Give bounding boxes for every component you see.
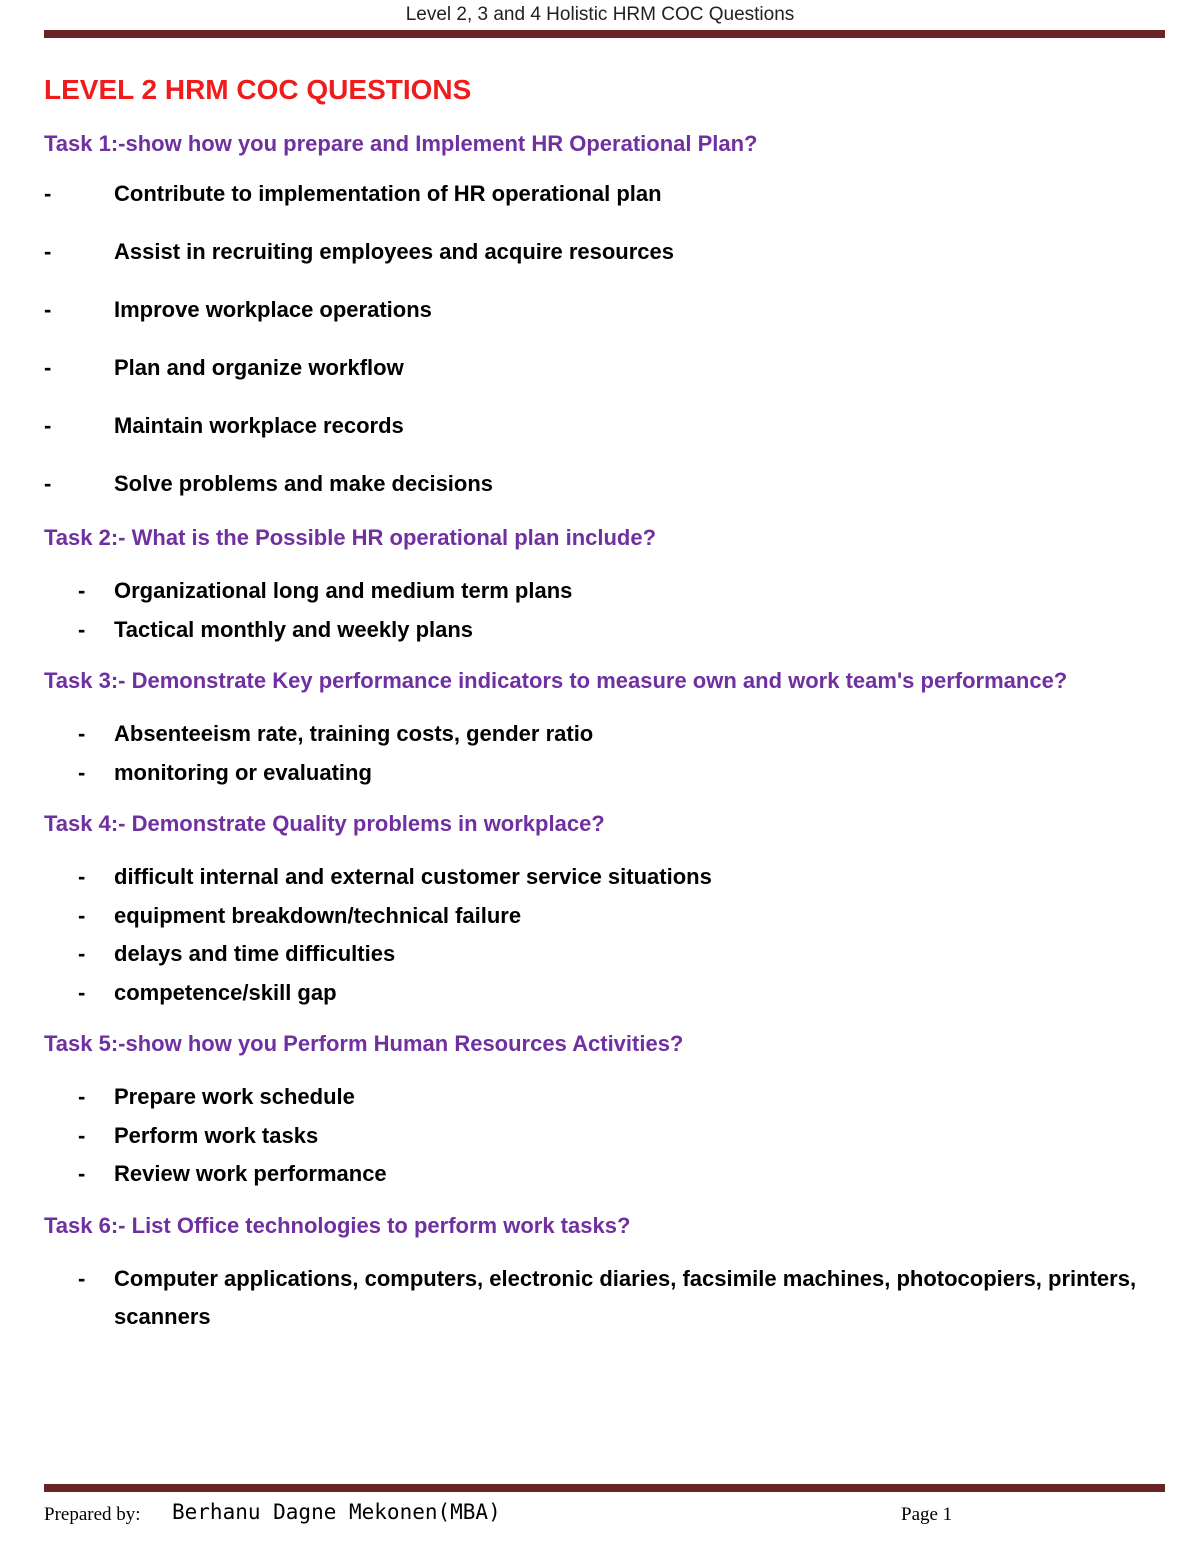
list-item: - competence/skill gap — [78, 979, 337, 1005]
author-name: Berhanu Dagne Mekonen(MBA) — [172, 1500, 501, 1524]
page-title: LEVEL 2 HRM COC QUESTIONS — [44, 74, 472, 105]
list-item: - Solve problems and make decisions — [44, 471, 494, 496]
footer-rule — [44, 1484, 1165, 1492]
task-1-list — [44, 176, 1174, 506]
header-rule — [44, 30, 1165, 38]
list-item: - Computer applications, computers, electronic diaries, facsimile machines, photocopiers, printers, scanners — [78, 1265, 1137, 1329]
list-item: - Review work performance — [78, 1161, 387, 1186]
list-item: - Improve workplace operations — [44, 297, 432, 322]
list-item: - monitoring or evaluating — [78, 759, 372, 785]
task-2-list — [44, 572, 1174, 649]
task-3-question: Task 3:- Demonstrate Key performance indicators to measure own and work team's performance? — [44, 668, 1068, 693]
task-1-question: Task 1:-show how you prepare and Implement HR Operational Plan? — [44, 131, 758, 156]
task-6-list — [44, 1260, 1174, 1336]
list-item: - Maintain workplace records — [44, 413, 404, 438]
task-3-list — [44, 715, 1174, 792]
list-item: - Absenteeism rate, training costs, gender ratio — [78, 721, 594, 746]
page-number: Page 1 — [901, 1504, 953, 1525]
list-item: - Assist in recruiting employees and acquire resources — [44, 239, 674, 264]
task-4-question: Task 4:- Demonstrate Quality problems in workplace? — [44, 811, 605, 836]
list-item: - equipment breakdown/technical failure — [78, 902, 522, 928]
list-item: - Organizational long and medium term plans — [78, 578, 573, 603]
task-4-list — [44, 858, 1174, 1012]
list-item: - difficult internal and external customer service situations — [78, 864, 712, 889]
list-item: - Prepare work schedule — [78, 1084, 355, 1109]
page-footer — [44, 1498, 1165, 1534]
task-5-list — [44, 1078, 1174, 1194]
prepared-by-label: Prepared by: — [44, 1504, 141, 1525]
task-5-question: Task 5:-show how you Perform Human Resources Activities? — [44, 1031, 684, 1056]
list-item: - delays and time difficulties — [78, 941, 396, 966]
task-2-question: Task 2:- What is the Possible HR operational plan include? — [44, 525, 657, 550]
task-6-question: Task 6:- List Office technologies to perform work tasks? — [44, 1212, 631, 1238]
list-item: - Perform work tasks — [78, 1122, 319, 1148]
list-item: - Contribute to implementation of HR operational plan — [44, 181, 662, 206]
page-header: Level 2, 3 and 4 Holistic HRM COC Questions — [405, 4, 795, 25]
document-body — [44, 66, 1174, 1336]
list-item: - Tactical monthly and weekly plans — [78, 616, 474, 642]
list-item: - Plan and organize workflow — [44, 355, 404, 380]
